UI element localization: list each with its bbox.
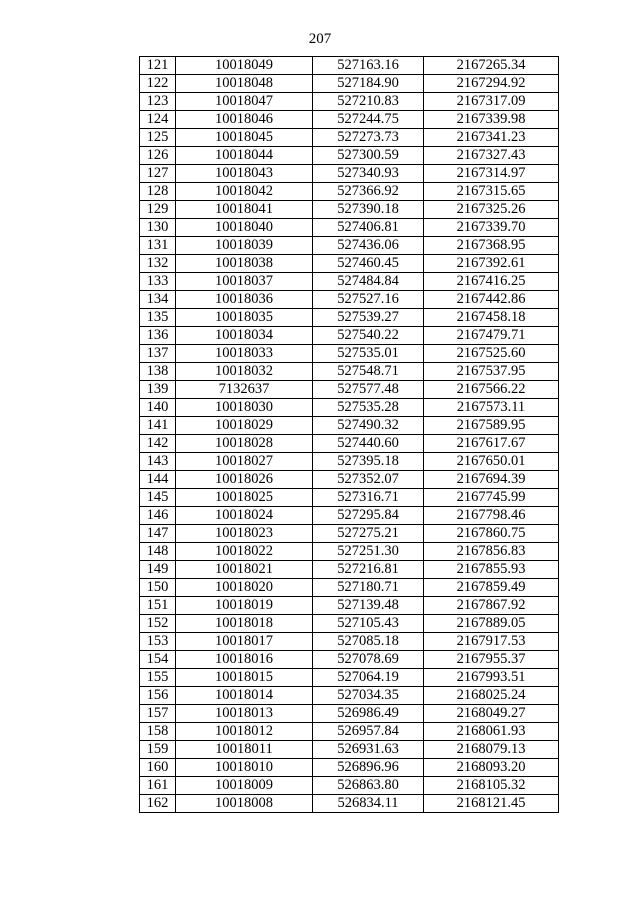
x-coordinate-cell: 527527.16 bbox=[313, 291, 424, 309]
row-number-cell: 145 bbox=[140, 489, 176, 507]
table-row bbox=[140, 471, 559, 489]
x-coordinate-cell: 526834.11 bbox=[313, 795, 424, 813]
y-coordinate-cell: 2168025.24 bbox=[424, 687, 559, 705]
y-coordinate-cell: 2167955.37 bbox=[424, 651, 559, 669]
x-coordinate-cell: 527535.28 bbox=[313, 399, 424, 417]
row-number-cell: 136 bbox=[140, 327, 176, 345]
row-number-cell: 151 bbox=[140, 597, 176, 615]
y-coordinate-cell: 2167392.61 bbox=[424, 255, 559, 273]
point-id-cell: 7132637 bbox=[176, 381, 313, 399]
table-row bbox=[140, 579, 559, 597]
table-row bbox=[140, 525, 559, 543]
point-id-cell: 10018033 bbox=[176, 345, 313, 363]
y-coordinate-cell: 2167917.53 bbox=[424, 633, 559, 651]
point-id-cell: 10018010 bbox=[176, 759, 313, 777]
coordinates-table-body bbox=[140, 57, 559, 813]
x-coordinate-cell: 527300.59 bbox=[313, 147, 424, 165]
x-coordinate-cell: 526957.84 bbox=[313, 723, 424, 741]
x-coordinate-cell: 526863.80 bbox=[313, 777, 424, 795]
x-coordinate-cell: 527273.73 bbox=[313, 129, 424, 147]
y-coordinate-cell: 2167859.49 bbox=[424, 579, 559, 597]
point-id-cell: 10018037 bbox=[176, 273, 313, 291]
x-coordinate-cell: 527535.01 bbox=[313, 345, 424, 363]
table-row bbox=[140, 165, 559, 183]
x-coordinate-cell: 527436.06 bbox=[313, 237, 424, 255]
point-id-cell: 10018041 bbox=[176, 201, 313, 219]
table-row bbox=[140, 363, 559, 381]
row-number-cell: 158 bbox=[140, 723, 176, 741]
table-row bbox=[140, 543, 559, 561]
y-coordinate-cell: 2167525.60 bbox=[424, 345, 559, 363]
y-coordinate-cell: 2167479.71 bbox=[424, 327, 559, 345]
x-coordinate-cell: 527244.75 bbox=[313, 111, 424, 129]
point-id-cell: 10018036 bbox=[176, 291, 313, 309]
point-id-cell: 10018023 bbox=[176, 525, 313, 543]
x-coordinate-cell: 527352.07 bbox=[313, 471, 424, 489]
point-id-cell: 10018046 bbox=[176, 111, 313, 129]
y-coordinate-cell: 2167317.09 bbox=[424, 93, 559, 111]
table-row bbox=[140, 705, 559, 723]
point-id-cell: 10018032 bbox=[176, 363, 313, 381]
row-number-cell: 125 bbox=[140, 129, 176, 147]
x-coordinate-cell: 527490.32 bbox=[313, 417, 424, 435]
y-coordinate-cell: 2167617.67 bbox=[424, 435, 559, 453]
row-number-cell: 156 bbox=[140, 687, 176, 705]
row-number-cell: 126 bbox=[140, 147, 176, 165]
x-coordinate-cell: 527316.71 bbox=[313, 489, 424, 507]
point-id-cell: 10018026 bbox=[176, 471, 313, 489]
table-row bbox=[140, 345, 559, 363]
y-coordinate-cell: 2167327.43 bbox=[424, 147, 559, 165]
row-number-cell: 139 bbox=[140, 381, 176, 399]
y-coordinate-cell: 2167694.39 bbox=[424, 471, 559, 489]
x-coordinate-cell: 527085.18 bbox=[313, 633, 424, 651]
y-coordinate-cell: 2167856.83 bbox=[424, 543, 559, 561]
y-coordinate-cell: 2167993.51 bbox=[424, 669, 559, 687]
point-id-cell: 10018022 bbox=[176, 543, 313, 561]
point-id-cell: 10018049 bbox=[176, 57, 313, 75]
table-row bbox=[140, 75, 559, 93]
y-coordinate-cell: 2168061.93 bbox=[424, 723, 559, 741]
x-coordinate-cell: 527539.27 bbox=[313, 309, 424, 327]
point-id-cell: 10018035 bbox=[176, 309, 313, 327]
point-id-cell: 10018024 bbox=[176, 507, 313, 525]
y-coordinate-cell: 2167325.26 bbox=[424, 201, 559, 219]
x-coordinate-cell: 527460.45 bbox=[313, 255, 424, 273]
row-number-cell: 130 bbox=[140, 219, 176, 237]
table-row bbox=[140, 57, 559, 75]
table-row bbox=[140, 129, 559, 147]
x-coordinate-cell: 527295.84 bbox=[313, 507, 424, 525]
table-row bbox=[140, 507, 559, 525]
table-row bbox=[140, 597, 559, 615]
y-coordinate-cell: 2168121.45 bbox=[424, 795, 559, 813]
point-id-cell: 10018044 bbox=[176, 147, 313, 165]
y-coordinate-cell: 2167339.70 bbox=[424, 219, 559, 237]
y-coordinate-cell: 2167314.97 bbox=[424, 165, 559, 183]
x-coordinate-cell: 527406.81 bbox=[313, 219, 424, 237]
y-coordinate-cell: 2167368.95 bbox=[424, 237, 559, 255]
row-number-cell: 143 bbox=[140, 453, 176, 471]
row-number-cell: 122 bbox=[140, 75, 176, 93]
table-row bbox=[140, 183, 559, 201]
table-row bbox=[140, 435, 559, 453]
row-number-cell: 159 bbox=[140, 741, 176, 759]
row-number-cell: 131 bbox=[140, 237, 176, 255]
x-coordinate-cell: 526896.96 bbox=[313, 759, 424, 777]
row-number-cell: 121 bbox=[140, 57, 176, 75]
point-id-cell: 10018019 bbox=[176, 597, 313, 615]
point-id-cell: 10018017 bbox=[176, 633, 313, 651]
y-coordinate-cell: 2167589.95 bbox=[424, 417, 559, 435]
x-coordinate-cell: 527216.81 bbox=[313, 561, 424, 579]
point-id-cell: 10018016 bbox=[176, 651, 313, 669]
point-id-cell: 10018025 bbox=[176, 489, 313, 507]
table-row bbox=[140, 453, 559, 471]
x-coordinate-cell: 526931.63 bbox=[313, 741, 424, 759]
y-coordinate-cell: 2167315.65 bbox=[424, 183, 559, 201]
table-row bbox=[140, 723, 559, 741]
x-coordinate-cell: 527484.84 bbox=[313, 273, 424, 291]
x-coordinate-cell: 527251.30 bbox=[313, 543, 424, 561]
table-row bbox=[140, 759, 559, 777]
table-row bbox=[140, 489, 559, 507]
row-number-cell: 147 bbox=[140, 525, 176, 543]
coordinates-table bbox=[139, 56, 559, 813]
x-coordinate-cell: 527163.16 bbox=[313, 57, 424, 75]
point-id-cell: 10018013 bbox=[176, 705, 313, 723]
row-number-cell: 160 bbox=[140, 759, 176, 777]
row-number-cell: 161 bbox=[140, 777, 176, 795]
y-coordinate-cell: 2167566.22 bbox=[424, 381, 559, 399]
y-coordinate-cell: 2167867.92 bbox=[424, 597, 559, 615]
y-coordinate-cell: 2167745.99 bbox=[424, 489, 559, 507]
y-coordinate-cell: 2167294.92 bbox=[424, 75, 559, 93]
table-row bbox=[140, 795, 559, 813]
x-coordinate-cell: 527105.43 bbox=[313, 615, 424, 633]
point-id-cell: 10018039 bbox=[176, 237, 313, 255]
row-number-cell: 135 bbox=[140, 309, 176, 327]
row-number-cell: 146 bbox=[140, 507, 176, 525]
y-coordinate-cell: 2167458.18 bbox=[424, 309, 559, 327]
row-number-cell: 142 bbox=[140, 435, 176, 453]
table-row bbox=[140, 93, 559, 111]
point-id-cell: 10018014 bbox=[176, 687, 313, 705]
table-row bbox=[140, 417, 559, 435]
row-number-cell: 141 bbox=[140, 417, 176, 435]
point-id-cell: 10018047 bbox=[176, 93, 313, 111]
y-coordinate-cell: 2167341.23 bbox=[424, 129, 559, 147]
table-row bbox=[140, 219, 559, 237]
x-coordinate-cell: 527577.48 bbox=[313, 381, 424, 399]
table-row bbox=[140, 615, 559, 633]
point-id-cell: 10018043 bbox=[176, 165, 313, 183]
table-row bbox=[140, 111, 559, 129]
point-id-cell: 10018015 bbox=[176, 669, 313, 687]
row-number-cell: 127 bbox=[140, 165, 176, 183]
row-number-cell: 123 bbox=[140, 93, 176, 111]
table-row bbox=[140, 651, 559, 669]
point-id-cell: 10018027 bbox=[176, 453, 313, 471]
point-id-cell: 10018008 bbox=[176, 795, 313, 813]
y-coordinate-cell: 2167416.25 bbox=[424, 273, 559, 291]
row-number-cell: 140 bbox=[140, 399, 176, 417]
table-row bbox=[140, 399, 559, 417]
point-id-cell: 10018034 bbox=[176, 327, 313, 345]
y-coordinate-cell: 2167889.05 bbox=[424, 615, 559, 633]
table-row bbox=[140, 777, 559, 795]
row-number-cell: 152 bbox=[140, 615, 176, 633]
x-coordinate-cell: 527139.48 bbox=[313, 597, 424, 615]
y-coordinate-cell: 2167339.98 bbox=[424, 111, 559, 129]
x-coordinate-cell: 527366.92 bbox=[313, 183, 424, 201]
y-coordinate-cell: 2167860.75 bbox=[424, 525, 559, 543]
row-number-cell: 124 bbox=[140, 111, 176, 129]
row-number-cell: 144 bbox=[140, 471, 176, 489]
table-row bbox=[140, 561, 559, 579]
x-coordinate-cell: 527064.19 bbox=[313, 669, 424, 687]
row-number-cell: 133 bbox=[140, 273, 176, 291]
point-id-cell: 10018011 bbox=[176, 741, 313, 759]
point-id-cell: 10018045 bbox=[176, 129, 313, 147]
table-row bbox=[140, 291, 559, 309]
row-number-cell: 150 bbox=[140, 579, 176, 597]
table-row bbox=[140, 633, 559, 651]
row-number-cell: 129 bbox=[140, 201, 176, 219]
row-number-cell: 149 bbox=[140, 561, 176, 579]
table-row bbox=[140, 237, 559, 255]
y-coordinate-cell: 2167537.95 bbox=[424, 363, 559, 381]
row-number-cell: 154 bbox=[140, 651, 176, 669]
y-coordinate-cell: 2167442.86 bbox=[424, 291, 559, 309]
point-id-cell: 10018048 bbox=[176, 75, 313, 93]
point-id-cell: 10018042 bbox=[176, 183, 313, 201]
point-id-cell: 10018021 bbox=[176, 561, 313, 579]
x-coordinate-cell: 527395.18 bbox=[313, 453, 424, 471]
point-id-cell: 10018030 bbox=[176, 399, 313, 417]
table-row bbox=[140, 147, 559, 165]
table-row bbox=[140, 255, 559, 273]
x-coordinate-cell: 527540.22 bbox=[313, 327, 424, 345]
x-coordinate-cell: 527548.71 bbox=[313, 363, 424, 381]
table-row bbox=[140, 327, 559, 345]
x-coordinate-cell: 527184.90 bbox=[313, 75, 424, 93]
page-number: 207 bbox=[308, 31, 332, 47]
y-coordinate-cell: 2168093.20 bbox=[424, 759, 559, 777]
y-coordinate-cell: 2167798.46 bbox=[424, 507, 559, 525]
table-row bbox=[140, 201, 559, 219]
point-id-cell: 10018040 bbox=[176, 219, 313, 237]
x-coordinate-cell: 527340.93 bbox=[313, 165, 424, 183]
row-number-cell: 128 bbox=[140, 183, 176, 201]
y-coordinate-cell: 2168105.32 bbox=[424, 777, 559, 795]
table-row bbox=[140, 687, 559, 705]
table-row bbox=[140, 741, 559, 759]
x-coordinate-cell: 527275.21 bbox=[313, 525, 424, 543]
point-id-cell: 10018038 bbox=[176, 255, 313, 273]
row-number-cell: 134 bbox=[140, 291, 176, 309]
x-coordinate-cell: 527440.60 bbox=[313, 435, 424, 453]
point-id-cell: 10018029 bbox=[176, 417, 313, 435]
point-id-cell: 10018028 bbox=[176, 435, 313, 453]
row-number-cell: 162 bbox=[140, 795, 176, 813]
row-number-cell: 155 bbox=[140, 669, 176, 687]
row-number-cell: 138 bbox=[140, 363, 176, 381]
x-coordinate-cell: 527390.18 bbox=[313, 201, 424, 219]
table-row bbox=[140, 381, 559, 399]
row-number-cell: 132 bbox=[140, 255, 176, 273]
y-coordinate-cell: 2168079.13 bbox=[424, 741, 559, 759]
x-coordinate-cell: 526986.49 bbox=[313, 705, 424, 723]
point-id-cell: 10018012 bbox=[176, 723, 313, 741]
row-number-cell: 148 bbox=[140, 543, 176, 561]
x-coordinate-cell: 527180.71 bbox=[313, 579, 424, 597]
point-id-cell: 10018009 bbox=[176, 777, 313, 795]
row-number-cell: 153 bbox=[140, 633, 176, 651]
y-coordinate-cell: 2168049.27 bbox=[424, 705, 559, 723]
table-row bbox=[140, 309, 559, 327]
x-coordinate-cell: 527078.69 bbox=[313, 651, 424, 669]
table-row bbox=[140, 273, 559, 291]
y-coordinate-cell: 2167650.01 bbox=[424, 453, 559, 471]
point-id-cell: 10018018 bbox=[176, 615, 313, 633]
x-coordinate-cell: 527034.35 bbox=[313, 687, 424, 705]
y-coordinate-cell: 2167855.93 bbox=[424, 561, 559, 579]
row-number-cell: 137 bbox=[140, 345, 176, 363]
y-coordinate-cell: 2167265.34 bbox=[424, 57, 559, 75]
table-row bbox=[140, 669, 559, 687]
point-id-cell: 10018020 bbox=[176, 579, 313, 597]
row-number-cell: 157 bbox=[140, 705, 176, 723]
y-coordinate-cell: 2167573.11 bbox=[424, 399, 559, 417]
x-coordinate-cell: 527210.83 bbox=[313, 93, 424, 111]
